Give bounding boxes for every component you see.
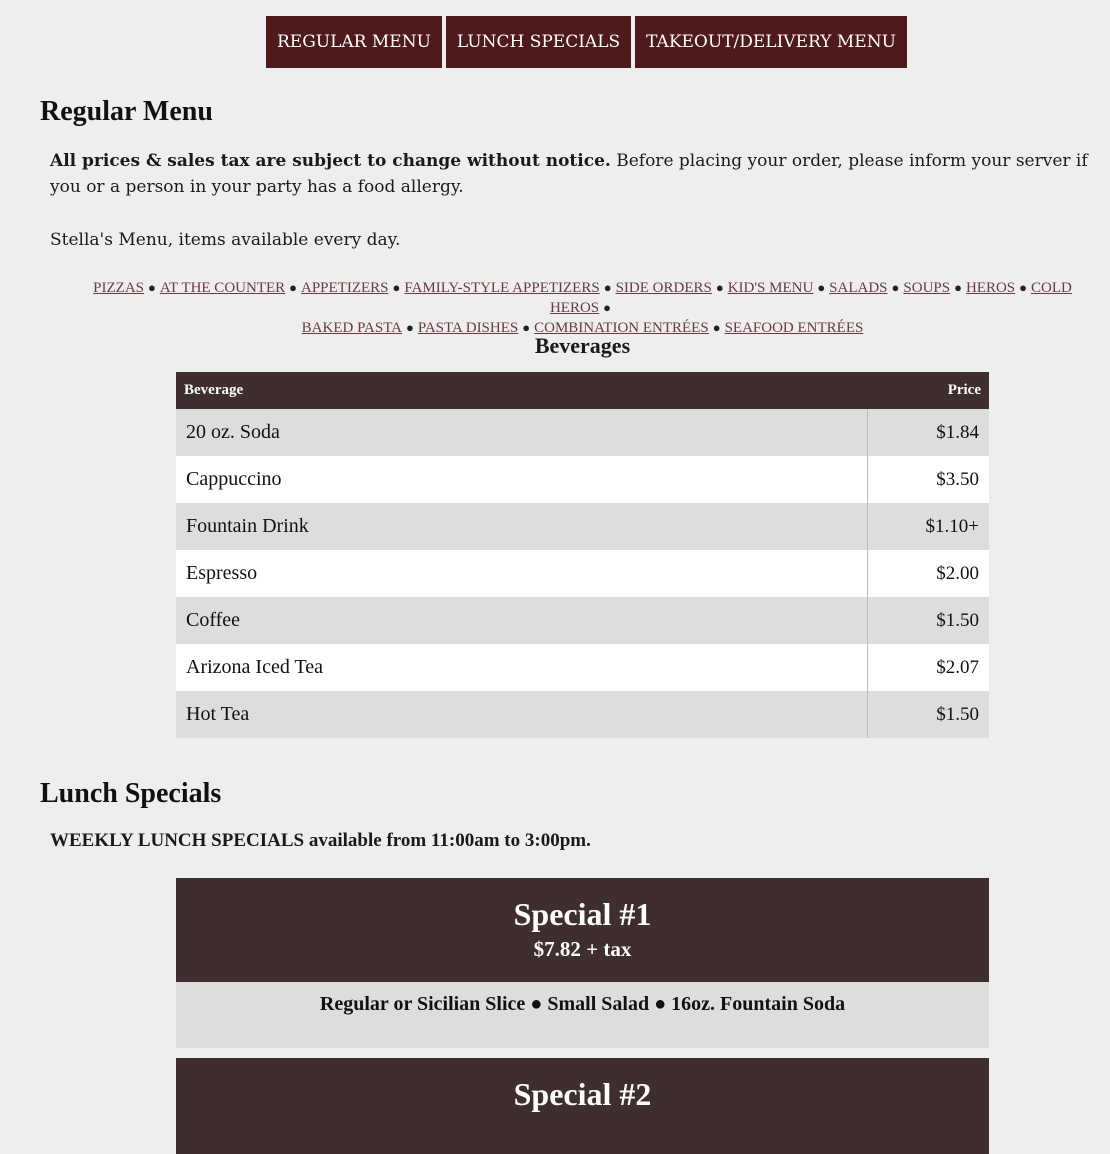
price-notice-bold: All prices & sales tax are subject to change without notice.: [50, 151, 611, 171]
menu-availability: Stella's Menu, items available every day.: [50, 230, 401, 250]
category-link-pasta-dishes[interactable]: PASTA DISHES: [417, 320, 519, 336]
beverage-name: 20 oz. Soda: [176, 409, 868, 456]
separator: ●: [1019, 280, 1027, 295]
category-link-pizzas[interactable]: PIZZAS: [93, 280, 144, 296]
regular-menu-heading: Regular Menu: [40, 96, 213, 127]
beverage-price: $1.84: [868, 409, 990, 456]
beverage-price: $2.07: [868, 644, 990, 691]
special-title: Special #2: [513, 1076, 652, 1112]
price-notice-text: Before placing your order, please inform your server if you or a person in your party has a food allergy.: [50, 151, 1088, 197]
beverage-name: Espresso: [176, 550, 868, 597]
beverage-price: $2.00: [868, 550, 990, 597]
beverage-price: $1.10+: [868, 503, 990, 550]
separator: ●: [603, 280, 612, 295]
category-links: [60, 278, 1105, 338]
regular-menu-tab[interactable]: REGULAR MENU: [266, 16, 442, 68]
separator: ●: [289, 280, 297, 295]
beverage-name: Cappuccino: [176, 456, 868, 503]
category-link-salads[interactable]: SALADS: [829, 280, 888, 296]
category-link-cold-heros[interactable]: COLD HEROS: [549, 280, 1072, 316]
beverages-title: Beverages: [534, 333, 631, 358]
special-card: [176, 1058, 989, 1154]
special-items: Regular or Sicilian Slice ● Small Salad ● 16oz. Fountain Soda: [176, 982, 989, 1048]
separator: ●: [712, 320, 721, 335]
lunch-specials-tab[interactable]: LUNCH SPECIALS: [446, 16, 631, 68]
category-link-seafood-entrees[interactable]: SEAFOOD ENTRÉES: [724, 320, 864, 336]
table-row: [176, 691, 989, 738]
price-notice: [50, 148, 1090, 200]
lunch-specials-note: WEEKLY LUNCH SPECIALS available from 11:00am to 3:00pm.: [50, 830, 591, 851]
top-menu-nav: [266, 16, 907, 68]
lunch-specials-heading: Lunch Specials: [40, 778, 222, 809]
special-card: [176, 878, 989, 1048]
separator: ●: [392, 280, 401, 295]
separator: ●: [522, 320, 531, 335]
beverage-name: Arizona Iced Tea: [176, 644, 868, 691]
beverage-name: Fountain Drink: [176, 503, 868, 550]
special-price: $7.82 + tax: [533, 937, 632, 961]
separator: ●: [603, 300, 612, 315]
separator: ●: [817, 280, 826, 295]
table-row: [176, 550, 989, 597]
separator: ●: [148, 280, 156, 295]
beverage-price: $1.50: [868, 691, 990, 738]
category-link-combination-entrees[interactable]: COMBINATION ENTRÉES: [534, 320, 709, 336]
table-row: [176, 456, 989, 503]
category-link-side-orders[interactable]: SIDE ORDERS: [615, 280, 712, 296]
beverage-price: $3.50: [868, 456, 990, 503]
beverage-price: $1.50: [868, 597, 990, 644]
special-header: [176, 1058, 989, 1154]
category-link-family-style-appetizers[interactable]: FAMILY-STYLE APPETIZERS: [404, 280, 600, 296]
separator: ●: [954, 280, 962, 295]
table-row: [176, 409, 989, 456]
table-row: [176, 644, 989, 691]
separator: ●: [891, 280, 900, 295]
beverage-name: Hot Tea: [176, 691, 868, 738]
category-link-soups[interactable]: SOUPS: [903, 280, 951, 296]
beverages-table: [176, 372, 989, 738]
table-row: [176, 597, 989, 644]
beverage-name: Coffee: [176, 597, 868, 644]
category-link-at-the-counter[interactable]: AT THE COUNTER: [159, 280, 286, 296]
table-row: [176, 503, 989, 550]
category-link-baked-pasta[interactable]: BAKED PASTA: [301, 320, 403, 336]
category-link-appetizers[interactable]: APPETIZERS: [301, 280, 389, 296]
column-header-price: Price: [868, 372, 990, 409]
separator: ●: [406, 320, 414, 335]
separator: ●: [715, 280, 724, 295]
table-header-row: [176, 372, 989, 409]
category-link-heros[interactable]: HEROS: [965, 280, 1016, 296]
column-header-beverage: Beverage: [176, 372, 868, 409]
takeout-delivery-tab[interactable]: TAKEOUT/DELIVERY MENU: [635, 16, 907, 68]
special-title: Special #1: [513, 896, 652, 932]
category-link-kids-menu[interactable]: KID'S MENU: [727, 280, 814, 296]
special-header: [176, 878, 989, 982]
